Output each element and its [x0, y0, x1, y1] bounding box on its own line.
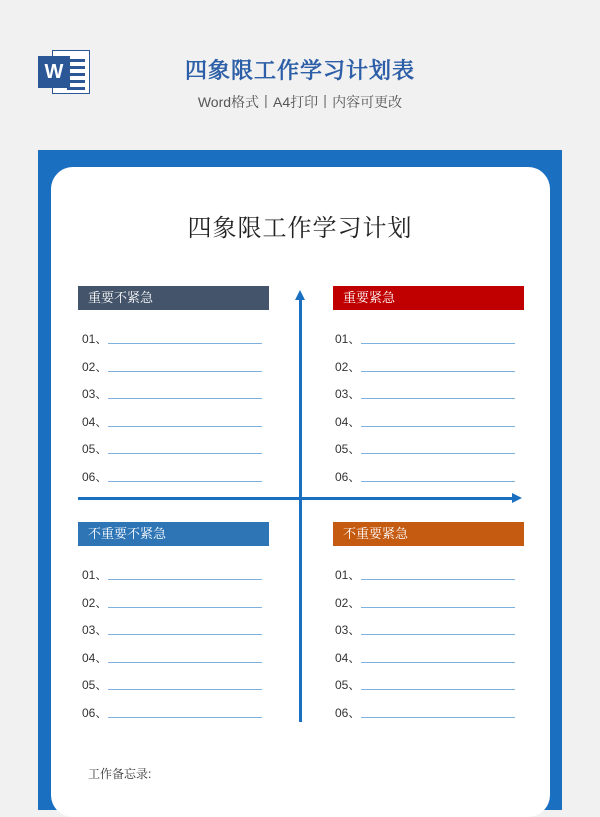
fill-in-line — [361, 453, 515, 454]
item-number: 05、 — [82, 442, 108, 457]
fill-in-line — [361, 371, 515, 372]
quadrant-header-important-not-urgent: 重要不紧急 — [78, 286, 269, 310]
item-number: 02、 — [335, 359, 361, 374]
list-item — [335, 381, 515, 409]
item-number: 04、 — [335, 414, 361, 429]
item-number: 04、 — [335, 650, 361, 665]
list-item — [82, 672, 262, 700]
item-number: 05、 — [82, 678, 108, 693]
list-item — [82, 409, 262, 437]
fill-in-line — [108, 634, 262, 635]
quadrant-lines-bottom-left — [82, 562, 262, 728]
list-item — [82, 562, 262, 590]
fill-in-line — [108, 371, 262, 372]
item-number: 03、 — [335, 387, 361, 402]
fill-in-line — [361, 398, 515, 399]
list-item — [335, 700, 515, 728]
fill-in-line — [361, 717, 515, 718]
fill-in-line — [361, 689, 515, 690]
horizontal-axis — [78, 497, 514, 500]
fill-in-line — [108, 579, 262, 580]
list-item — [335, 562, 515, 590]
item-number: 04、 — [82, 650, 108, 665]
item-number: 06、 — [335, 469, 361, 484]
list-item — [82, 381, 262, 409]
item-number: 01、 — [82, 332, 108, 346]
list-item — [335, 354, 515, 382]
arrow-right-icon — [512, 493, 522, 503]
list-item — [82, 326, 262, 354]
fill-in-line — [108, 689, 262, 690]
item-number: 04、 — [82, 414, 108, 429]
fill-in-line — [361, 426, 515, 427]
item-number: 01、 — [335, 332, 361, 346]
item-number: 06、 — [82, 469, 108, 484]
fill-in-line — [108, 481, 262, 482]
item-number: 06、 — [82, 705, 108, 720]
item-number: 05、 — [335, 678, 361, 693]
fill-in-line — [361, 579, 515, 580]
item-number: 03、 — [335, 623, 361, 638]
list-item — [82, 354, 262, 382]
item-number: 02、 — [335, 595, 361, 610]
item-number: 01、 — [335, 568, 361, 582]
fill-in-line — [361, 634, 515, 635]
document-title: 四象限工作学习计划 — [187, 215, 413, 242]
quadrant-lines-top-left — [82, 326, 262, 492]
fill-in-line — [108, 398, 262, 399]
fill-in-line — [108, 426, 262, 427]
fill-in-line — [108, 607, 262, 608]
fill-in-line — [361, 607, 515, 608]
fill-in-line — [108, 717, 262, 718]
list-item — [335, 617, 515, 645]
fill-in-line — [108, 662, 262, 663]
quadrant-lines-top-right — [335, 326, 515, 492]
item-number: 03、 — [82, 387, 108, 402]
fill-in-line — [361, 481, 515, 482]
list-item — [82, 464, 262, 492]
list-item — [82, 590, 262, 618]
item-number: 01、 — [82, 568, 108, 582]
list-item — [335, 645, 515, 673]
quadrant-header-not-important-not-urgent: 不重要不紧急 — [78, 522, 269, 546]
item-number: 02、 — [82, 595, 108, 610]
memo-label: 工作备忘录: — [88, 767, 152, 781]
item-number: 03、 — [82, 623, 108, 638]
list-item — [335, 409, 515, 437]
fill-in-line — [108, 343, 262, 344]
list-item — [82, 436, 262, 464]
list-item — [335, 672, 515, 700]
item-number: 05、 — [335, 442, 361, 457]
fill-in-line — [361, 662, 515, 663]
quadrant-lines-bottom-right — [335, 562, 515, 728]
list-item — [82, 617, 262, 645]
list-item — [335, 464, 515, 492]
item-number: 02、 — [82, 359, 108, 374]
list-item — [82, 700, 262, 728]
quadrant-header-important-urgent: 重要紧急 — [333, 286, 524, 310]
fill-in-line — [361, 343, 515, 344]
arrow-up-icon — [295, 290, 305, 300]
list-item — [335, 326, 515, 354]
list-item — [335, 590, 515, 618]
quadrant-header-not-important-urgent: 不重要紧急 — [333, 522, 524, 546]
list-item — [335, 436, 515, 464]
word-badge: W — [38, 56, 70, 88]
page-title: 四象限工作学习计划表 — [184, 58, 415, 83]
vertical-axis — [299, 298, 302, 722]
page-subtitle: Word格式丨A4打印丨内容可更改 — [197, 94, 403, 110]
list-item — [82, 645, 262, 673]
item-number: 06、 — [335, 705, 361, 720]
fill-in-line — [108, 453, 262, 454]
